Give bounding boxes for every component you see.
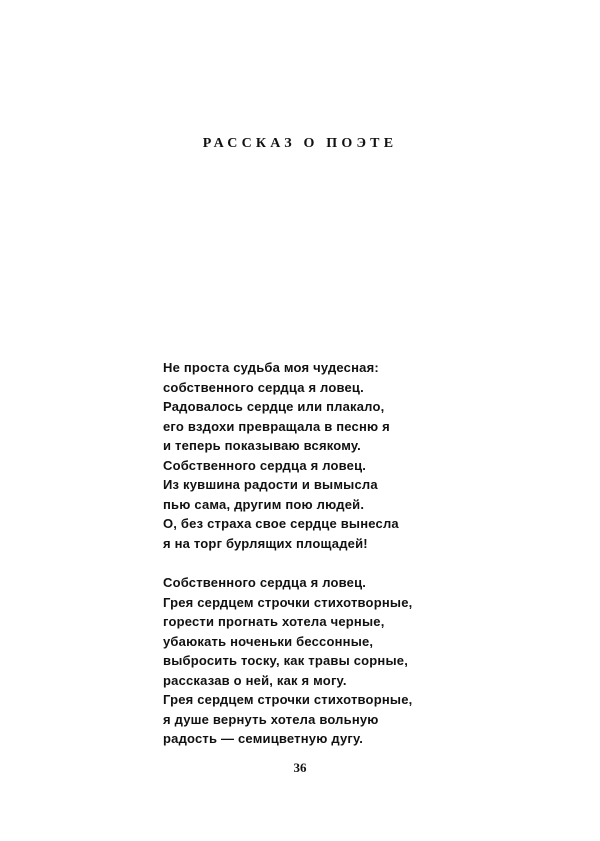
poem-line: собственного сердца я ловец. — [163, 379, 364, 395]
poem-line: его вздохи превращала в песню я — [163, 418, 390, 434]
page-number: 36 — [293, 760, 307, 775]
poem-line: горести прогнать хотела черные, — [163, 614, 385, 629]
poem-line: Радовалось сердце или плакало, — [163, 399, 385, 414]
poem-line: выбросить тоску, как травы сорные, — [163, 653, 409, 668]
poem-line: Собственного сердца я ловец. — [163, 457, 367, 473]
poem-line: пью сама, другим пою людей. — [163, 496, 365, 512]
poem-line: я на торг бурлящих площадей! — [163, 535, 368, 551]
poem-line: Не проста судьба моя чудесная: — [163, 360, 379, 375]
poem-line: убаюкать ноченьки бессонные, — [163, 633, 374, 649]
poem-line: Собственного сердца я ловец. — [163, 575, 367, 590]
poem-line: Из кувшина радости и вымысла — [163, 477, 378, 492]
poem-line: Грея сердцем строчки стихотворные, — [163, 692, 413, 707]
poem-line: радость — семицветную дугу. — [163, 731, 364, 746]
poem-line: О, без страха свое сердце вынесла — [163, 516, 399, 531]
poem-line: я душе вернуть хотела вольную — [163, 711, 379, 727]
poem-line: и теперь показываю всякому. — [163, 438, 361, 453]
poem-line: рассказав о ней, как я могу. — [163, 672, 347, 688]
poem-title: РАССКАЗ О ПОЭТЕ — [202, 136, 398, 151]
stanza-1 — [163, 358, 463, 553]
poem-line: Грея сердцем строчки стихотворные, — [163, 594, 413, 610]
stanza-2 — [163, 573, 463, 749]
